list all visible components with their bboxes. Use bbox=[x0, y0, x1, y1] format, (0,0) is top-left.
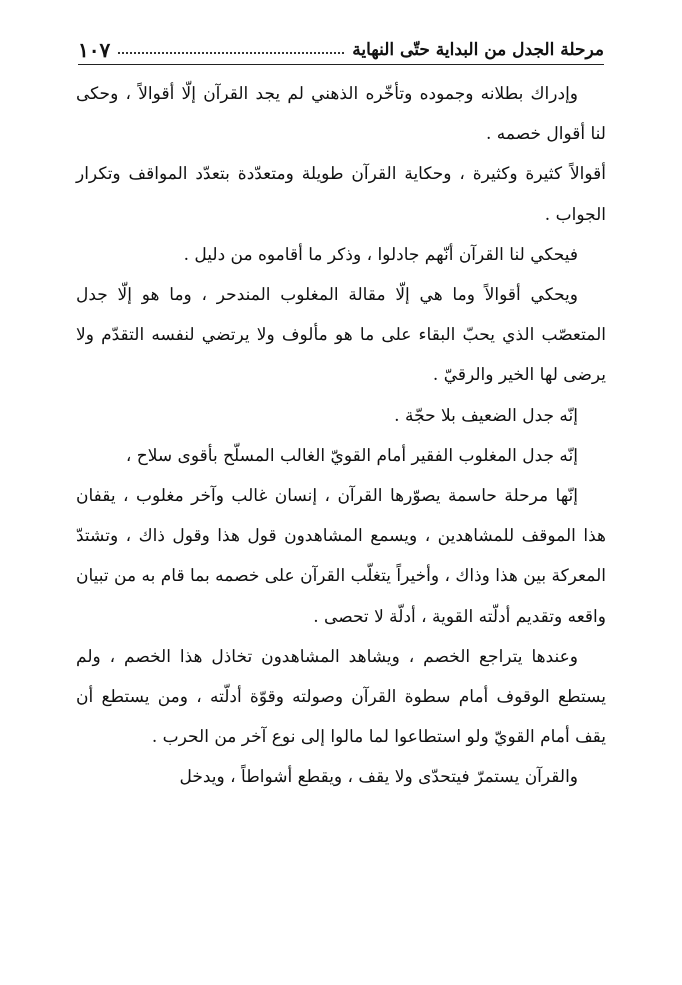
body-text bbox=[76, 74, 606, 798]
paragraph: ويحكي أقوالاً وما هي إلّا مقالة المغلوب المندحر ، وما هو إلّا جدل المتعصّب الذي يحبّ البقاء على ما هو مألوف ولا يرتضي لنفسه التقدّم ولا يرضى لها الخير والرقيّ . bbox=[76, 285, 606, 386]
paragraph: وعندها يتراجع الخصم ، ويشاهد المشاهدون تخاذل هذا الخصم ، ولم يستطع الوقوف أمام سطوة القرآن وصولته وقوّة أدلّته ، ومن يستطع أن يقف أمام القويّ ولو استطاعوا لما مالوا إلى نوع آخر من الحرب . bbox=[76, 646, 606, 748]
header-dot-leader bbox=[118, 52, 344, 54]
paragraph: والقرآن يستمرّ فيتحدّى ولا يقف ، ويقطع أشواطاً ، ويدخل bbox=[179, 767, 578, 788]
paragraph: فيحكي لنا القرآن أنّهم جادلوا ، وذكر ما أقاموه من دليل . bbox=[183, 244, 578, 265]
page-number: ١٠٧ bbox=[78, 38, 111, 62]
paragraph: أقوالاً كثيرة وكثيرة ، وحكاية القرآن طويلة ومتعدّدة بتعدّد المواقف وتكرار الجواب . bbox=[76, 164, 606, 225]
paragraph: وإدراك بطلانه وجموده وتأخّره الذهني لم يجد القرآن إلّا أقوالاً ، وحكى لنا أقوال خصمه . bbox=[76, 84, 606, 145]
paragraph: إنّه جدل الضعيف بلا حجّة . bbox=[394, 405, 578, 426]
paragraph: إنّها مرحلة حاسمة يصوّرها القرآن ، إنسان غالب وآخر مغلوب ، يقفان هذا الموقف للمشاهدين ، ويسمع المشاهدون قول هذا وقول ذاك ، وتشتدّ المعركة بين هذا وذاك ، وأخيراً يتغلّب القرآن على خصمه بما قام به من تبيان واقعه وتقديم أدلّته القوية ، أدلّة لا تحصى . bbox=[76, 486, 606, 627]
running-header bbox=[78, 30, 604, 65]
running-header-title: مرحلة الجدل من البداية حتّى النهاية bbox=[352, 40, 604, 60]
paragraph: إنّه جدل المغلوب الفقير أمام القويّ الغالب المسلّح بأقوى سلاح ، bbox=[125, 445, 578, 466]
